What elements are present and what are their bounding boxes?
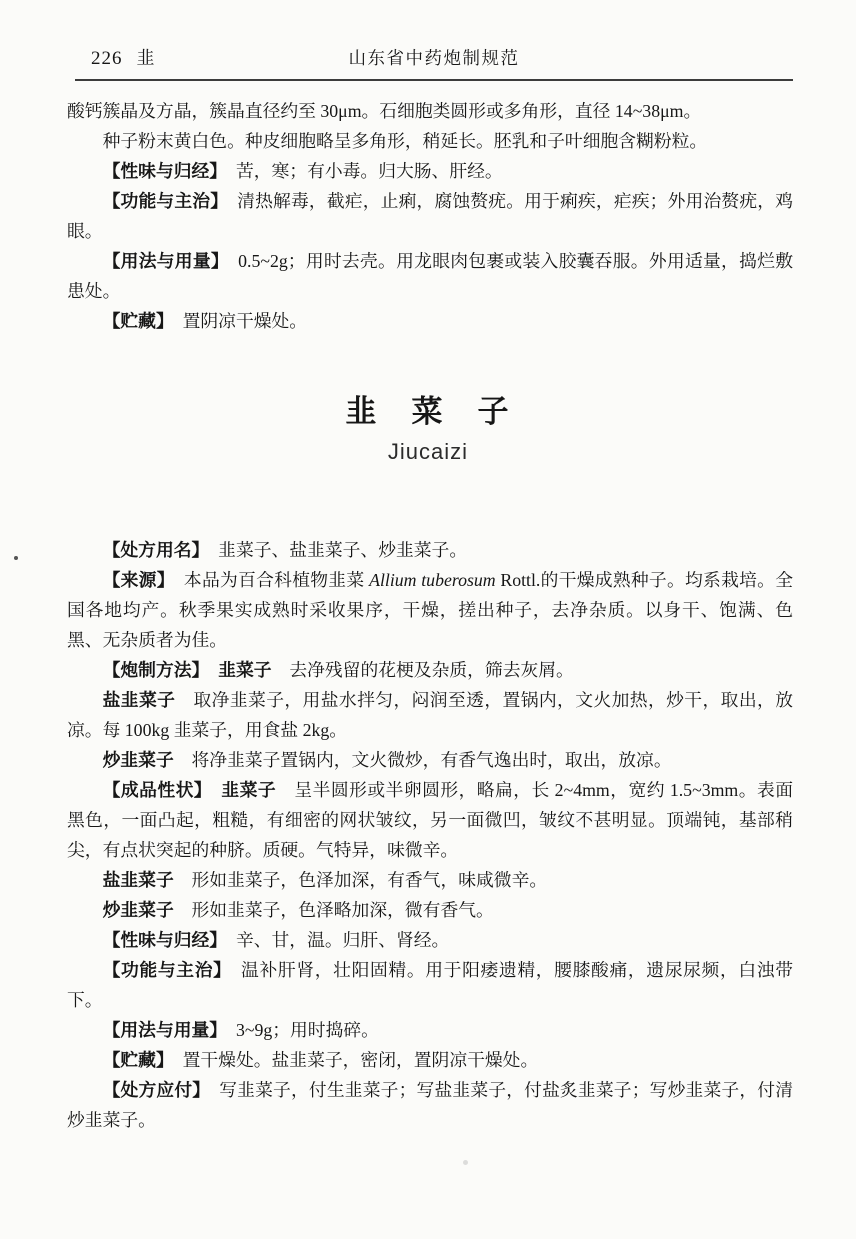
section-label: 【性味与归经】 <box>102 930 219 950</box>
section-label: 【贮藏】 <box>102 311 165 331</box>
text-run: 温补肝肾，壮阳固精。用于阳痿遗精，腰膝酸痛，遗尿尿频，白浊带下。 <box>67 960 793 1010</box>
monograph-paragraphs <box>67 535 793 1135</box>
monograph-title-block <box>0 394 856 465</box>
scan-speck <box>463 1160 468 1165</box>
section-label: 【贮藏】 <box>102 1050 165 1070</box>
text-run: Rottl.的干燥成熟种子。均系栽培。全国各地均产。秋季果实成熟时采收果序，干燥，搓出种子，去净杂质。以身干、饱满、色黑、无杂质者为佳。 <box>67 570 794 650</box>
subitem-name: 炒韭菜子 <box>102 900 174 920</box>
paragraph <box>67 1015 793 1045</box>
paragraph <box>67 865 793 895</box>
text-run: 辛、甘，温。归肝、肾经。 <box>218 930 450 950</box>
monograph-pinyin: Jiucaizi <box>387 439 469 464</box>
section-label: 【处方应付】 <box>102 1080 202 1100</box>
paragraph <box>67 156 793 186</box>
paragraph <box>67 955 793 1015</box>
text-run: 本品为百合科植物韭菜 <box>165 570 370 590</box>
paragraph <box>67 1075 793 1135</box>
paragraph <box>67 535 793 565</box>
paragraph <box>67 96 793 126</box>
paragraph <box>67 1045 793 1075</box>
text-run: 清热解毒，截疟，止痢，腐蚀赘疣。用于痢疾，疟疾；外用治赘疣，鸡眼。 <box>67 191 793 241</box>
section-label: 【功能与主治】 <box>102 960 223 980</box>
latin-binomial: Allium tuberosum <box>369 570 496 590</box>
paragraph <box>67 246 793 306</box>
paragraph <box>67 685 793 745</box>
paragraph <box>67 186 793 246</box>
section-label: 【来源】 <box>102 570 166 590</box>
text-run: 0.5~2g；用时去壳。用龙眼肉包裹或装入胶囊吞服。外用适量，捣烂敷患处。 <box>67 251 793 301</box>
running-header <box>75 44 793 70</box>
text-run <box>200 660 218 680</box>
text-run: 苦，寒；有小毒。归大肠、肝经。 <box>218 161 503 181</box>
text-run: 写韭菜子，付生韭菜子；写盐韭菜子，付盐炙韭菜子；写炒韭菜子，付清炒韭菜子。 <box>67 1080 793 1130</box>
text-run: 3~9g；用时捣碎。 <box>218 1020 379 1040</box>
text-run: 去净残留的花梗及杂质，筛去灰屑。 <box>271 660 574 680</box>
section-label: 【处方用名】 <box>102 540 201 560</box>
header-rule <box>75 79 793 81</box>
paragraph <box>67 925 793 955</box>
margin-dot <box>14 556 18 560</box>
page-index-word: 韭 <box>136 48 155 68</box>
section-label: 【性味与归经】 <box>102 161 219 181</box>
subitem-name: 韭菜子 <box>218 660 272 680</box>
text-run: 种子粉末黄白色。种皮细胞略呈多角形，稍延长。胚乳和子叶细胞含糊粉粒。 <box>102 131 708 151</box>
text-run: 韭菜子、盐韭菜子、炒韭菜子。 <box>200 540 468 560</box>
text-run: 呈半圆形或半卵圆形，略扁，长 2~4mm，宽约 1.5~3mm。表面黑色，一面凸起，粗糙，有细密的网状皱纹，另一面微凹，皱纹不甚明显。顶端钝，基部稍尖，有点状突起的种脐。质硬。气特异，味微辛。 <box>67 780 793 860</box>
paragraph <box>67 565 793 655</box>
subitem-name: 盐韭菜子 <box>102 870 174 890</box>
text-run: 形如韭菜子，色泽略加深，微有香气。 <box>173 900 494 920</box>
paragraph <box>67 655 793 685</box>
paragraph <box>67 306 793 336</box>
paragraph <box>67 126 793 156</box>
text-run: 置阴凉干燥处。 <box>164 311 308 331</box>
section-label: 【炮制方法】 <box>102 660 201 680</box>
front-section-paragraphs <box>67 96 793 336</box>
text-run: 酸钙簇晶及方晶，簇晶直径约至 30μm。石细胞类圆形或多角形，直径 14~38μm。 <box>67 101 702 121</box>
paragraph <box>67 745 793 775</box>
monograph-title: 韭 菜 子 <box>345 394 511 429</box>
text-run: 形如韭菜子，色泽加深，有香气，味咸微辛。 <box>173 870 548 890</box>
text-run: 将净韭菜子置锅内，文火微炒，有香气逸出时，取出，放凉。 <box>173 750 672 770</box>
section-label: 【用法与用量】 <box>102 1020 219 1040</box>
section-label: 【功能与主治】 <box>102 191 220 211</box>
subitem-name: 炒韭菜子 <box>102 750 174 770</box>
paragraph <box>67 895 793 925</box>
page-number: 226 <box>91 48 123 69</box>
text-run <box>203 780 221 800</box>
subitem-name: 韭菜子 <box>221 780 277 800</box>
paragraph <box>67 775 793 865</box>
subitem-name: 盐韭菜子 <box>102 690 176 710</box>
section-label: 【成品性状】 <box>102 780 204 800</box>
text-run: 置干燥处。盐韭菜子，密闭，置阴凉干燥处。 <box>164 1050 539 1070</box>
section-label: 【用法与用量】 <box>102 251 221 271</box>
book-title: 山东省中药炮制规范 <box>348 48 520 68</box>
text-run: 取净韭菜子，用盐水拌匀，闷润至透，置锅内，文火加热，炒干，取出，放凉。每 100kg 韭菜子，用食盐 2kg。 <box>67 690 793 740</box>
